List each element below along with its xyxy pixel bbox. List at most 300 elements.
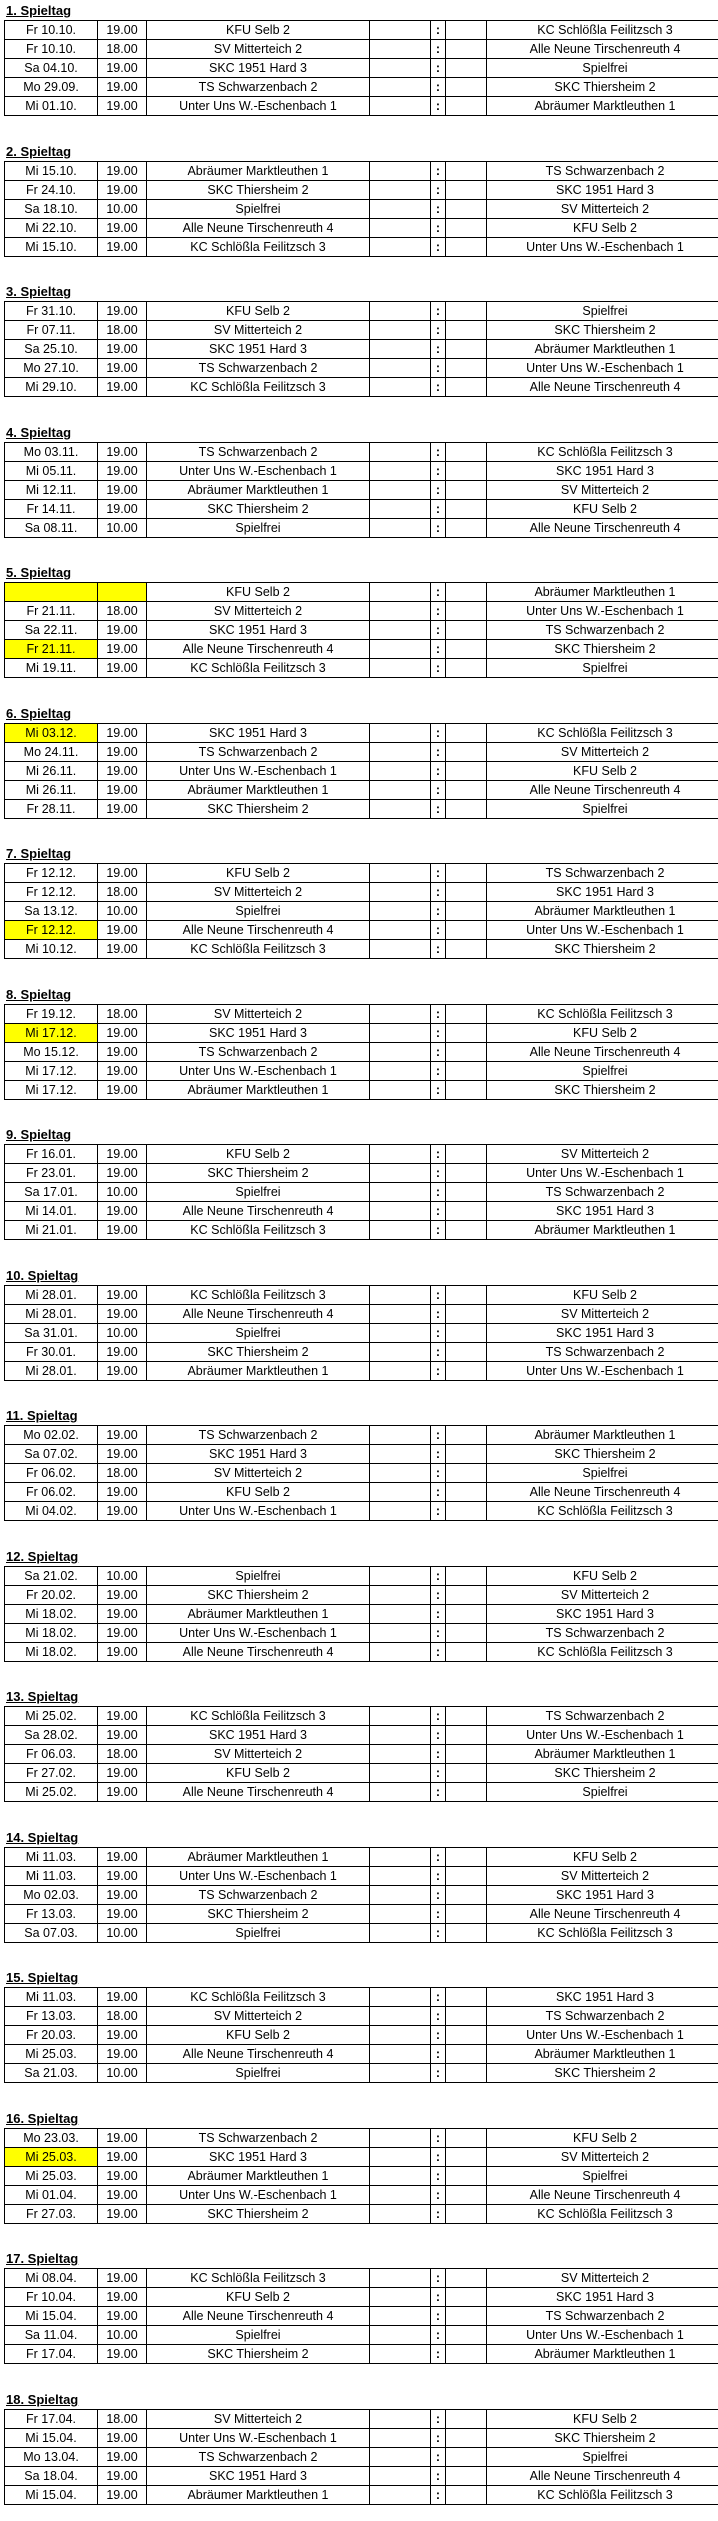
game-time: 19.00 <box>98 1624 147 1643</box>
away-team: KC Schlößla Feilitzsch 3 <box>487 2205 718 2224</box>
matchday-title: 12. Spieltag <box>6 1549 79 1564</box>
spacer-cell <box>446 1567 487 1586</box>
table-row <box>5 602 718 621</box>
game-time: 19.00 <box>98 462 147 481</box>
table-row <box>5 181 718 200</box>
game-time: 19.00 <box>98 2345 147 2364</box>
game-time: 19.00 <box>98 743 147 762</box>
away-team: SKC 1951 Hard 3 <box>487 462 718 481</box>
away-team: Unter Uns W.-Eschenbach 1 <box>487 1164 718 1183</box>
game-time: 19.00 <box>98 2026 147 2045</box>
home-team: Unter Uns W.-Eschenbach 1 <box>147 762 370 781</box>
spacer-cell <box>370 2186 431 2205</box>
home-team: Spielfrei <box>147 519 370 538</box>
game-date: Sa 08.11. <box>5 519 98 538</box>
spacer-cell <box>446 1286 487 1305</box>
game-date: Mi 15.10. <box>5 162 98 181</box>
matchday-title: 4. Spieltag <box>6 425 72 440</box>
matchday-title: 14. Spieltag <box>6 1830 79 1845</box>
spacer-cell <box>370 1005 431 1024</box>
score-separator: : <box>431 1924 446 1943</box>
spacer-cell <box>446 1343 487 1362</box>
game-time: 10.00 <box>98 1567 147 1586</box>
away-team: Unter Uns W.-Eschenbach 1 <box>487 238 718 257</box>
spacer-cell <box>370 1905 431 1924</box>
game-date: Fr 10.10. <box>5 21 98 40</box>
home-team: KC Schlößla Feilitzsch 3 <box>147 1286 370 1305</box>
spacer-cell <box>370 1924 431 1943</box>
spacer-cell <box>370 2269 431 2288</box>
score-separator: : <box>431 2045 446 2064</box>
table-row <box>5 1988 718 2007</box>
spacer-cell <box>370 21 431 40</box>
game-date: Mi 17.12. <box>5 1081 98 1100</box>
matchday-table <box>4 301 718 397</box>
game-date: Fr 17.04. <box>5 2345 98 2364</box>
score-separator: : <box>431 359 446 378</box>
away-team: Abräumer Marktleuthen 1 <box>487 2345 718 2364</box>
score-separator: : <box>431 1483 446 1502</box>
home-team: SKC Thiersheim 2 <box>147 2345 370 2364</box>
spacer-cell <box>446 2345 487 2364</box>
away-team: TS Schwarzenbach 2 <box>487 864 718 883</box>
score-separator: : <box>431 1305 446 1324</box>
table-row <box>5 1726 718 1745</box>
away-team: TS Schwarzenbach 2 <box>487 1183 718 1202</box>
spacer-cell <box>370 321 431 340</box>
spacer-cell <box>446 883 487 902</box>
score-separator: : <box>431 1043 446 1062</box>
spacer-cell <box>370 219 431 238</box>
table-row <box>5 2467 718 2486</box>
spacer-cell <box>370 1707 431 1726</box>
spacer-cell <box>370 583 431 602</box>
table-row <box>5 883 718 902</box>
game-time: 19.00 <box>98 1848 147 1867</box>
game-time: 19.00 <box>98 781 147 800</box>
game-time: 19.00 <box>98 359 147 378</box>
spacer-cell <box>446 1924 487 1943</box>
away-team: SV Mitterteich 2 <box>487 2148 718 2167</box>
home-team: Unter Uns W.-Eschenbach 1 <box>147 1502 370 1521</box>
home-team: KC Schlößla Feilitzsch 3 <box>147 1988 370 2007</box>
spacer-cell <box>446 340 487 359</box>
spacer-cell <box>370 1605 431 1624</box>
spacer-cell <box>446 659 487 678</box>
spacer-cell <box>446 1324 487 1343</box>
score-separator: : <box>431 1783 446 1802</box>
matchday-title: 13. Spieltag <box>6 1689 79 1704</box>
spacer-cell <box>370 1726 431 1745</box>
spacer-cell <box>446 1586 487 1605</box>
spacer-cell <box>446 1988 487 2007</box>
game-date: Mi 12.11. <box>5 481 98 500</box>
matchday-title: 3. Spieltag <box>6 284 72 299</box>
home-team: Unter Uns W.-Eschenbach 1 <box>147 1624 370 1643</box>
home-team: TS Schwarzenbach 2 <box>147 1886 370 1905</box>
score-separator: : <box>431 2288 446 2307</box>
score-separator: : <box>431 162 446 181</box>
game-time: 19.00 <box>98 2205 147 2224</box>
home-team: Abräumer Marktleuthen 1 <box>147 162 370 181</box>
spacer-cell <box>370 40 431 59</box>
score-separator: : <box>431 2064 446 2083</box>
home-team: KFU Selb 2 <box>147 583 370 602</box>
home-team: Unter Uns W.-Eschenbach 1 <box>147 97 370 116</box>
spacer-cell <box>446 1145 487 1164</box>
spacer-cell <box>446 1483 487 1502</box>
spacer-cell <box>370 2448 431 2467</box>
game-date: Mi 14.01. <box>5 1202 98 1221</box>
spacer-cell <box>370 1624 431 1643</box>
game-date: Fr 20.02. <box>5 1586 98 1605</box>
home-team: SKC Thiersheim 2 <box>147 800 370 819</box>
score-separator: : <box>431 762 446 781</box>
score-separator: : <box>431 1586 446 1605</box>
table-row <box>5 321 718 340</box>
game-date: Sa 07.02. <box>5 1445 98 1464</box>
game-date: Fr 24.10. <box>5 181 98 200</box>
table-row <box>5 800 718 819</box>
table-row <box>5 1024 718 1043</box>
table-row <box>5 500 718 519</box>
spacer-cell <box>370 659 431 678</box>
home-team: Alle Neune Tirschenreuth 4 <box>147 1305 370 1324</box>
home-team: SKC 1951 Hard 3 <box>147 2148 370 2167</box>
away-team: KFU Selb 2 <box>487 1567 718 1586</box>
game-time: 10.00 <box>98 1924 147 1943</box>
game-time: 19.00 <box>98 1867 147 1886</box>
score-separator: : <box>431 1605 446 1624</box>
game-time: 19.00 <box>98 1305 147 1324</box>
table-row <box>5 2148 718 2167</box>
spacer-cell <box>446 2429 487 2448</box>
game-time: 19.00 <box>98 78 147 97</box>
score-separator: : <box>431 743 446 762</box>
away-team: Alle Neune Tirschenreuth 4 <box>487 1905 718 1924</box>
score-separator: : <box>431 1764 446 1783</box>
away-team: Unter Uns W.-Eschenbach 1 <box>487 921 718 940</box>
score-separator: : <box>431 659 446 678</box>
matchday-table <box>4 1425 718 1521</box>
spacer-cell <box>370 1183 431 1202</box>
spacer-cell <box>370 640 431 659</box>
table-row <box>5 1081 718 1100</box>
spacer-cell <box>370 2205 431 2224</box>
spacer-cell <box>370 2326 431 2345</box>
spacer-cell <box>370 1062 431 1081</box>
home-team: Spielfrei <box>147 200 370 219</box>
spacer-cell <box>446 940 487 959</box>
spacer-cell <box>446 1024 487 1043</box>
spacer-cell <box>370 864 431 883</box>
table-row <box>5 2288 718 2307</box>
home-team: Alle Neune Tirschenreuth 4 <box>147 640 370 659</box>
spacer-cell <box>370 1202 431 1221</box>
game-time: 19.00 <box>98 481 147 500</box>
score-separator: : <box>431 21 446 40</box>
home-team: SV Mitterteich 2 <box>147 1005 370 1024</box>
score-separator: : <box>431 1202 446 1221</box>
spacer-cell <box>446 781 487 800</box>
home-team: KFU Selb 2 <box>147 864 370 883</box>
game-date: Mi 11.03. <box>5 1848 98 1867</box>
away-team: Abräumer Marktleuthen 1 <box>487 583 718 602</box>
spacer-cell <box>446 2467 487 2486</box>
away-team: Alle Neune Tirschenreuth 4 <box>487 781 718 800</box>
spacer-cell <box>370 1745 431 1764</box>
game-date: Fr 13.03. <box>5 1905 98 1924</box>
spacer-cell <box>446 1502 487 1521</box>
score-separator: : <box>431 1988 446 2007</box>
score-separator: : <box>431 800 446 819</box>
game-time: 10.00 <box>98 2064 147 2083</box>
score-separator: : <box>431 2467 446 2486</box>
game-date: Fr 19.12. <box>5 1005 98 1024</box>
home-team: SKC Thiersheim 2 <box>147 1343 370 1362</box>
spacer-cell <box>446 2007 487 2026</box>
spacer-cell <box>446 2486 487 2505</box>
score-separator: : <box>431 864 446 883</box>
table-row <box>5 2429 718 2448</box>
away-team: Alle Neune Tirschenreuth 4 <box>487 1043 718 1062</box>
away-team: Unter Uns W.-Eschenbach 1 <box>487 1362 718 1381</box>
home-team: Abräumer Marktleuthen 1 <box>147 2167 370 2186</box>
game-date: Sa 18.10. <box>5 200 98 219</box>
away-team: KFU Selb 2 <box>487 2129 718 2148</box>
table-row <box>5 1707 718 1726</box>
away-team: SKC Thiersheim 2 <box>487 2429 718 2448</box>
home-team: Spielfrei <box>147 2326 370 2345</box>
game-time: 19.00 <box>98 1164 147 1183</box>
spacer-cell <box>446 2064 487 2083</box>
game-time: 18.00 <box>98 2007 147 2026</box>
spacer-cell <box>446 1464 487 1483</box>
game-date: Fr 21.11. <box>5 640 98 659</box>
game-time: 19.00 <box>98 1586 147 1605</box>
game-date: Fr 14.11. <box>5 500 98 519</box>
spacer-cell <box>370 1024 431 1043</box>
away-team: SV Mitterteich 2 <box>487 1145 718 1164</box>
spacer-cell <box>446 443 487 462</box>
spacer-cell <box>446 1221 487 1240</box>
spacer-cell <box>446 2045 487 2064</box>
spacer-cell <box>446 1362 487 1381</box>
spacer-cell <box>446 302 487 321</box>
table-row <box>5 2410 718 2429</box>
table-row <box>5 2167 718 2186</box>
home-team: SKC Thiersheim 2 <box>147 1586 370 1605</box>
game-time: 10.00 <box>98 1183 147 1202</box>
spacer-cell <box>446 2410 487 2429</box>
score-separator: : <box>431 443 446 462</box>
spacer-cell <box>446 602 487 621</box>
game-date: Fr 13.03. <box>5 2007 98 2026</box>
spacer-cell <box>446 2269 487 2288</box>
spacer-cell <box>446 1726 487 1745</box>
home-team: Alle Neune Tirschenreuth 4 <box>147 1783 370 1802</box>
away-team: SKC 1951 Hard 3 <box>487 1988 718 2007</box>
score-separator: : <box>431 1286 446 1305</box>
score-separator: : <box>431 481 446 500</box>
spacer-cell <box>370 238 431 257</box>
spacer-cell <box>446 2167 487 2186</box>
home-team: Abräumer Marktleuthen 1 <box>147 1081 370 1100</box>
score-separator: : <box>431 2026 446 2045</box>
score-separator: : <box>431 902 446 921</box>
game-time: 19.00 <box>98 2186 147 2205</box>
away-team: Alle Neune Tirschenreuth 4 <box>487 2186 718 2205</box>
game-date: Mi 15.04. <box>5 2307 98 2326</box>
table-row <box>5 621 718 640</box>
score-separator: : <box>431 2007 446 2026</box>
home-team: Alle Neune Tirschenreuth 4 <box>147 219 370 238</box>
score-separator: : <box>431 2129 446 2148</box>
away-team: Unter Uns W.-Eschenbach 1 <box>487 2326 718 2345</box>
matchday-title: 6. Spieltag <box>6 706 72 721</box>
table-row <box>5 2307 718 2326</box>
away-team: KC Schlößla Feilitzsch 3 <box>487 724 718 743</box>
away-team: SKC Thiersheim 2 <box>487 1081 718 1100</box>
spacer-cell <box>446 2448 487 2467</box>
away-team: SKC 1951 Hard 3 <box>487 1202 718 1221</box>
spacer-cell <box>446 2148 487 2167</box>
spacer-cell <box>370 2429 431 2448</box>
spacer-cell <box>370 162 431 181</box>
game-time: 18.00 <box>98 883 147 902</box>
spacer-cell <box>370 1848 431 1867</box>
away-team: KC Schlößla Feilitzsch 3 <box>487 1005 718 1024</box>
table-row <box>5 1324 718 1343</box>
table-row <box>5 781 718 800</box>
game-date: Mi 15.04. <box>5 2486 98 2505</box>
home-team: KFU Selb 2 <box>147 2026 370 2045</box>
game-date <box>5 583 98 602</box>
away-team: Abräumer Marktleuthen 1 <box>487 902 718 921</box>
away-team: Spielfrei <box>487 1783 718 1802</box>
table-row <box>5 21 718 40</box>
table-row <box>5 1764 718 1783</box>
table-row <box>5 640 718 659</box>
away-team: Abräumer Marktleuthen 1 <box>487 97 718 116</box>
game-time: 10.00 <box>98 519 147 538</box>
home-team: SKC 1951 Hard 3 <box>147 2467 370 2486</box>
home-team: SKC Thiersheim 2 <box>147 500 370 519</box>
spacer-cell <box>446 500 487 519</box>
home-team: KC Schlößla Feilitzsch 3 <box>147 238 370 257</box>
game-time: 19.00 <box>98 443 147 462</box>
spacer-cell <box>446 1202 487 1221</box>
away-team: Spielfrei <box>487 2167 718 2186</box>
game-date: Fr 27.03. <box>5 2205 98 2224</box>
matchday-title: 17. Spieltag <box>6 2251 79 2266</box>
spacer-cell <box>370 602 431 621</box>
game-time: 10.00 <box>98 902 147 921</box>
table-row <box>5 2269 718 2288</box>
score-separator: : <box>431 2148 446 2167</box>
game-time: 19.00 <box>98 724 147 743</box>
spacer-cell <box>370 1867 431 1886</box>
spacer-cell <box>370 1886 431 1905</box>
spacer-cell <box>370 340 431 359</box>
away-team: Abräumer Marktleuthen 1 <box>487 1745 718 1764</box>
table-row <box>5 1567 718 1586</box>
game-date: Sa 21.03. <box>5 2064 98 2083</box>
score-separator: : <box>431 1005 446 1024</box>
table-row <box>5 443 718 462</box>
away-team: KC Schlößla Feilitzsch 3 <box>487 1502 718 1521</box>
spacer-cell <box>446 59 487 78</box>
spacer-cell <box>370 1145 431 1164</box>
away-team: KFU Selb 2 <box>487 762 718 781</box>
game-time: 19.00 <box>98 238 147 257</box>
home-team: SV Mitterteich 2 <box>147 2410 370 2429</box>
game-date: Mi 25.03. <box>5 2148 98 2167</box>
table-row <box>5 1145 718 1164</box>
spacer-cell <box>370 2467 431 2486</box>
home-team: KC Schlößla Feilitzsch 3 <box>147 1707 370 1726</box>
score-separator: : <box>431 1024 446 1043</box>
game-date: Mi 29.10. <box>5 378 98 397</box>
game-time: 19.00 <box>98 1343 147 1362</box>
matchday-title: 9. Spieltag <box>6 1127 72 1142</box>
home-team: KFU Selb 2 <box>147 21 370 40</box>
game-time: 19.00 <box>98 2307 147 2326</box>
away-team: SKC 1951 Hard 3 <box>487 1605 718 1624</box>
away-team: KFU Selb 2 <box>487 2410 718 2429</box>
spacer-cell <box>370 1502 431 1521</box>
home-team: SKC Thiersheim 2 <box>147 1164 370 1183</box>
spacer-cell <box>370 481 431 500</box>
matchday-title: 15. Spieltag <box>6 1970 79 1985</box>
spacer-cell <box>370 883 431 902</box>
spacer-cell <box>446 181 487 200</box>
table-row <box>5 1848 718 1867</box>
matchday-table <box>4 1987 718 2083</box>
score-separator: : <box>431 378 446 397</box>
spacer-cell <box>370 2486 431 2505</box>
spacer-cell <box>370 2307 431 2326</box>
table-row <box>5 97 718 116</box>
game-time: 19.00 <box>98 500 147 519</box>
away-team: SV Mitterteich 2 <box>487 200 718 219</box>
spacer-cell <box>370 1343 431 1362</box>
home-team: KFU Selb 2 <box>147 1483 370 1502</box>
score-separator: : <box>431 1867 446 1886</box>
table-row <box>5 1905 718 1924</box>
table-row <box>5 1867 718 1886</box>
table-row <box>5 1183 718 1202</box>
game-time: 19.00 <box>98 1202 147 1221</box>
spacer-cell <box>446 583 487 602</box>
score-separator: : <box>431 1643 446 1662</box>
game-time: 19.00 <box>98 940 147 959</box>
game-time: 19.00 <box>98 1707 147 1726</box>
table-row <box>5 1305 718 1324</box>
away-team: SV Mitterteich 2 <box>487 1586 718 1605</box>
score-separator: : <box>431 1707 446 1726</box>
score-separator: : <box>431 59 446 78</box>
matchday-table <box>4 863 718 959</box>
game-time: 18.00 <box>98 602 147 621</box>
game-time: 18.00 <box>98 321 147 340</box>
spacer-cell <box>446 800 487 819</box>
home-team: KC Schlößla Feilitzsch 3 <box>147 2269 370 2288</box>
away-team: SV Mitterteich 2 <box>487 743 718 762</box>
game-date: Mi 15.10. <box>5 238 98 257</box>
game-time: 19.00 <box>98 340 147 359</box>
score-separator: : <box>431 781 446 800</box>
